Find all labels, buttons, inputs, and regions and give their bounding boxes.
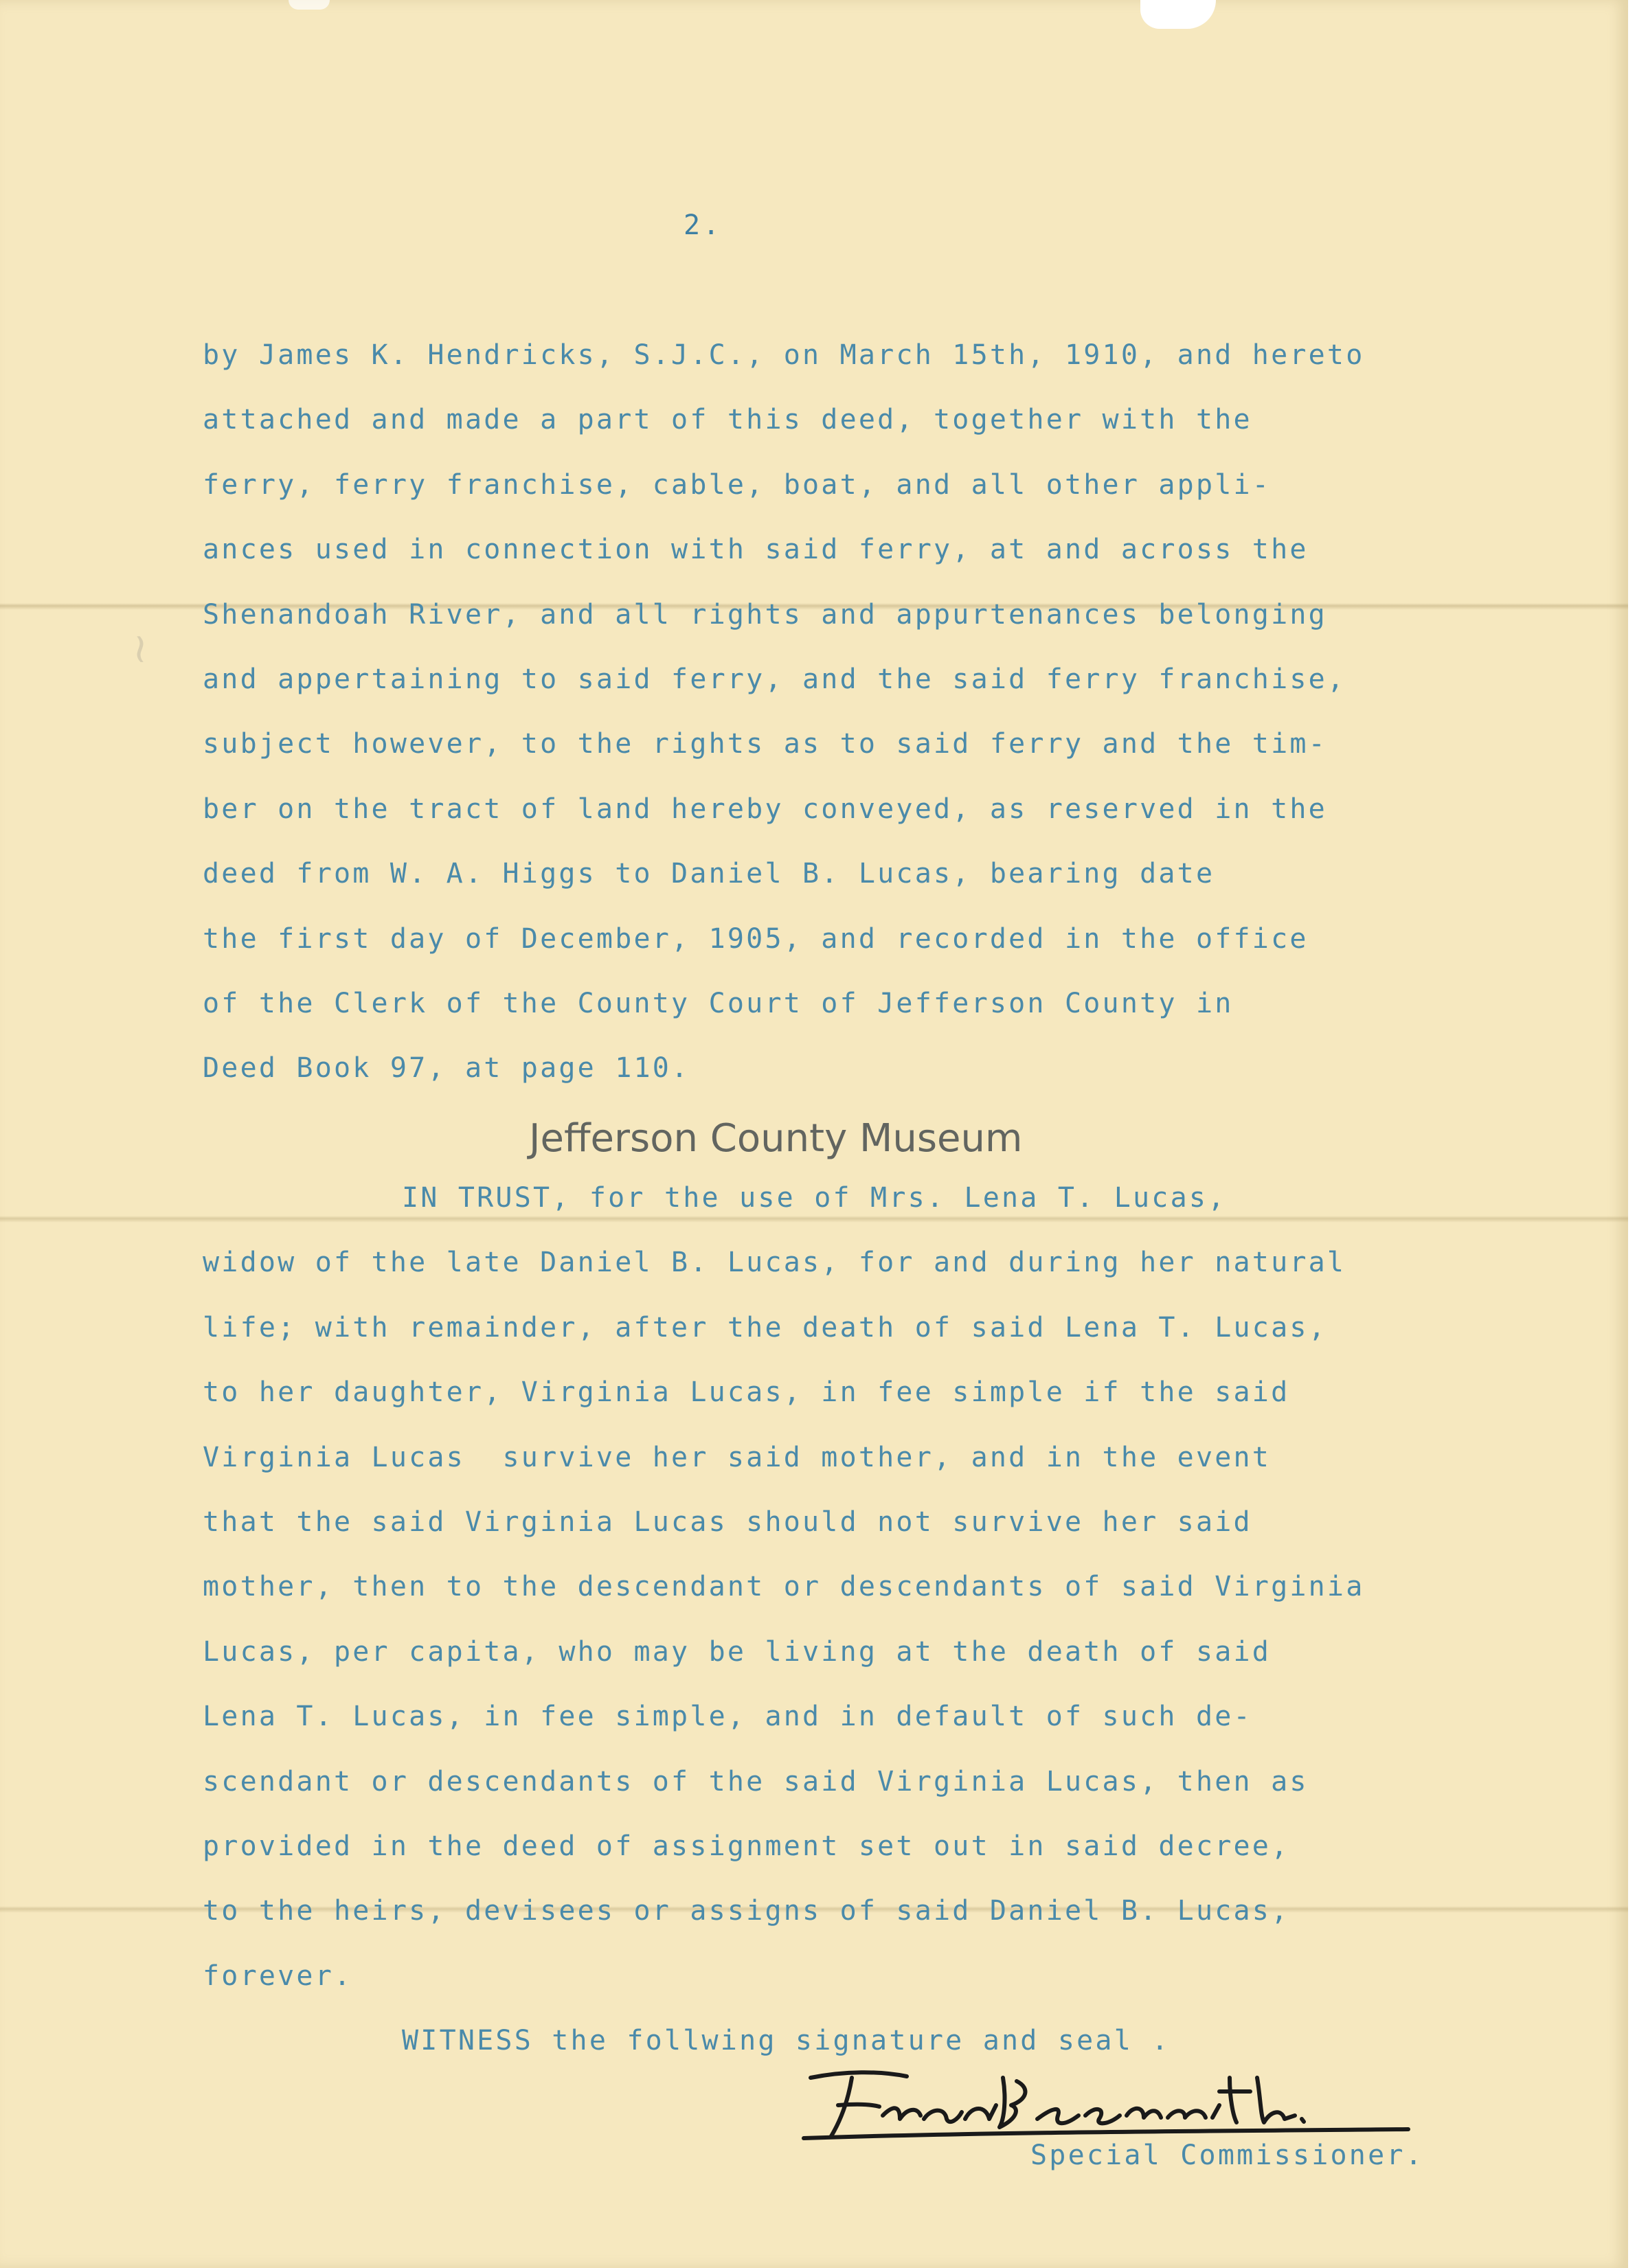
- text-line: Deed Book 97, at page 110.: [203, 1052, 690, 1085]
- page-number: 2.: [684, 209, 723, 241]
- signature-block: [790, 2050, 1422, 2188]
- handwritten-signature: [790, 2050, 1422, 2146]
- text-line: and appertaining to said ferry, and the said ferry franchise,: [203, 663, 1346, 695]
- text-line: by James K. Hendricks, S.J.C., on March 15th, 1910, and hereto: [203, 339, 1365, 371]
- text-line: to the heirs, devisees or assigns of said Daniel B. Lucas,: [203, 1895, 1290, 1927]
- text-line: ferry, ferry franchise, cable, boat, and all other appli-: [203, 468, 1272, 501]
- text-line: attached and made a part of this deed, together with the: [203, 404, 1252, 436]
- text-line: that the said Virginia Lucas should not survive her said: [203, 1506, 1252, 1539]
- deed-body-text: [203, 323, 1494, 2074]
- text-line: Shenandoah River, and all rights and appurtenances belonging: [203, 598, 1327, 631]
- text-line: of the Clerk of the County Court of Jefferson County in: [203, 987, 1234, 1019]
- text-line: to her daughter, Virginia Lucas, in fee simple if the said: [203, 1376, 1290, 1409]
- text-line: ances used in connection with said ferry, at and across the: [203, 534, 1309, 566]
- torn-edge: [1140, 0, 1216, 29]
- witness-line: WITNESS the follwing signature and seal .: [402, 2025, 1171, 2057]
- text-line: ber on the tract of land hereby conveyed, as reserved in the: [203, 793, 1327, 825]
- museum-watermark: Jefferson County Museum: [529, 1116, 1023, 1161]
- text-line: the first day of December, 1905, and recorded in the office: [203, 922, 1309, 955]
- text-line: scendant or descendants of the said Virginia Lucas, then as: [203, 1765, 1309, 1798]
- text-line: Lena T. Lucas, in fee simple, and in default of such de-: [203, 1701, 1252, 1733]
- text-line: widow of the late Daniel B. Lucas, for and during her natural: [203, 1247, 1346, 1279]
- text-line: subject however, to the rights as to said ferry and the tim-: [203, 728, 1327, 760]
- text-line: Lucas, per capita, who may be living at the death of said: [203, 1635, 1272, 1668]
- text-line: mother, then to the descendant or descendants of said Virginia: [203, 1571, 1365, 1603]
- signer-title: Special Commissioner.: [1030, 2140, 1424, 2171]
- text-line: forever.: [203, 1960, 353, 1992]
- text-line: IN TRUST, for the use of Mrs. Lena T. Lucas,: [402, 1182, 1227, 1214]
- text-line: life; with remainder, after the death of said Lena T. Lucas,: [203, 1311, 1327, 1343]
- text-line: provided in the deed of assignment set out in said decree,: [203, 1830, 1290, 1862]
- torn-edge: [289, 0, 330, 10]
- bleed-through-text: ~: [117, 632, 165, 667]
- text-line: deed from W. A. Higgs to Daniel B. Lucas, bearing date: [203, 858, 1215, 890]
- text-line: Virginia Lucas survive her said mother, and in the event: [203, 1441, 1272, 1473]
